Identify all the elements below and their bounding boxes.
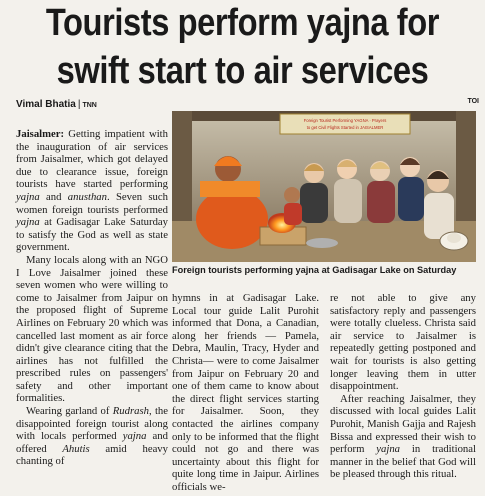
priest-figure xyxy=(196,189,268,249)
italic-term: Ahutis xyxy=(62,442,90,455)
paragraph-2: Many locals along with an NGO I Love Jaisalmer joined these seven women who were willing to come to Jaisalmer from Jaipur on the proposed flight of Supreme Airlines on February 20 which was cancelled last moment as air force didn't give clearance citing that the airlines has not fulfilled the prescribed rules on passengers' safety and other important formalities. xyxy=(16,253,168,405)
italic-term: yajna xyxy=(122,430,147,443)
italic-term: Rudrash xyxy=(112,405,149,418)
paragraph-4: hymns in at Gadisagar Lake. Local tour guide Lalit Purohit informed that Dona, a Canadian, along her friends — Pamela, Debra, Maulin, Tracy, Hyder and Christa— were to come Jaisalmer from Jaipur on February 20 and one of them came to know about the direct flight services starting for Jaisalmer. Soon, they contacted the airlines company only to be informed that the flight could not go and there was uncertainty about this flight for quite long time in Jaipur. Airlines officials we- xyxy=(172,292,319,493)
byline-separator: | xyxy=(77,99,81,110)
text: . Seven such women foreign tourists performed xyxy=(16,190,168,216)
text: and offered xyxy=(16,430,168,455)
paragraph-3 xyxy=(16,405,168,468)
article-column-1 xyxy=(16,128,168,468)
text: and xyxy=(39,190,68,203)
news-photo xyxy=(172,111,476,262)
paragraph-6 xyxy=(330,393,476,481)
headline-line-1: Tourists perform yajna for xyxy=(45,2,440,44)
italic-term: yajna xyxy=(16,216,40,229)
italic-term: anusthan xyxy=(67,190,107,203)
paragraph-1 xyxy=(16,128,168,254)
photo-illustration xyxy=(172,111,476,262)
agency-name: TNN xyxy=(82,102,97,109)
text: in traditional manner in the belief that God will be pleased through this ritual. xyxy=(330,443,476,481)
photo-caption: Foreign tourists performing yajna at Gadisagar Lake on Saturday xyxy=(172,265,457,275)
byline xyxy=(16,99,97,110)
text: Wearing garland of xyxy=(26,405,113,418)
text: at Gadisagar Lake Saturday to satisfy the God as well as state government. xyxy=(16,216,168,254)
dateline: Jaisalmer: xyxy=(16,128,65,140)
text: , the disappointed foreign tourist along with locals performed xyxy=(16,405,168,443)
article-column-3 xyxy=(330,292,476,481)
text: amid heavy chanting of xyxy=(16,442,168,468)
headline-line-2: swift start to air services xyxy=(56,50,429,92)
paragraph-5: re not able to give any satisfactory reply and passengers were totally clueless. Christa said air service to Jaisalmer is repeatedly getting postponed and wait for tourists is also getting longer leaving them in utter disappointment. xyxy=(330,292,476,393)
toi-tag: TOI xyxy=(467,98,479,105)
article-column-2 xyxy=(172,292,319,494)
italic-term: yajna xyxy=(16,190,40,203)
text: Getting impatient with the inauguration of air services from Jaisalmer, which got delayed due to clearance issue, foreign tourists have started performing xyxy=(16,128,168,191)
text: After reaching Jaisalmer, they discussed with local guides Lalit Purohit, Manish Gajja and Rajesh Bissa and expressed their wish to perform xyxy=(330,392,476,456)
author-name: Vimal Bhatia xyxy=(16,99,76,110)
italic-term: yajna xyxy=(376,443,401,456)
banner-line-2: to get Civil Flights Started in JAISALMER xyxy=(306,125,384,130)
banner-line-1: Foreign Tourist Performing YAGNA · Prayers xyxy=(303,118,387,123)
banner xyxy=(280,114,410,134)
